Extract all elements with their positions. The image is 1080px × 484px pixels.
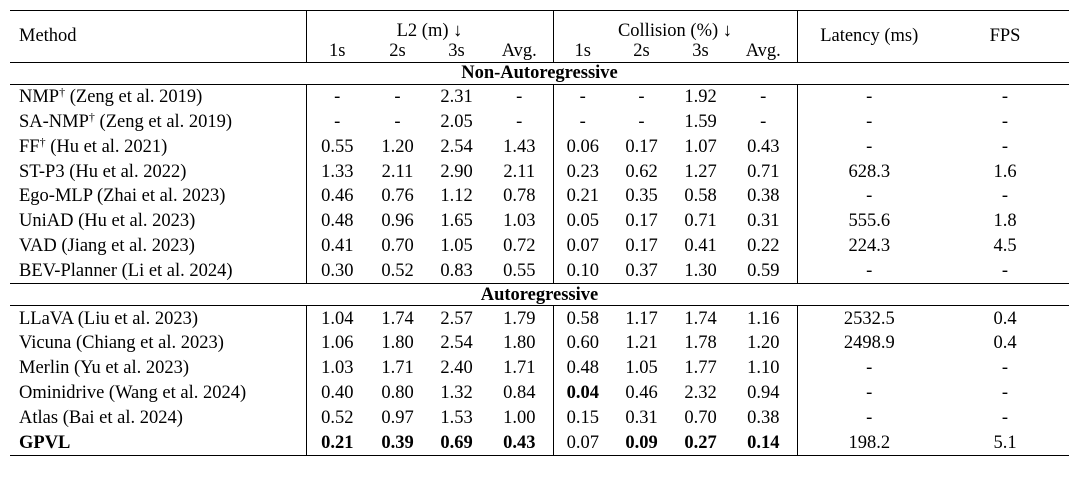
collision-cell: 1.92 [684, 87, 717, 108]
collision-cell: 0.15 [566, 407, 599, 428]
collision-cell: 0.58 [566, 308, 599, 329]
collision-cell: 1.07 [684, 136, 717, 157]
fps-cell: - [1001, 407, 1009, 428]
l2-cell: 1.43 [486, 135, 553, 160]
method-name: FF [19, 136, 40, 157]
table-row [10, 159, 1069, 184]
fps-cell: - [1001, 186, 1009, 207]
dagger-mark: † [88, 109, 95, 124]
l2-cell: - [334, 111, 341, 132]
method-cell [10, 259, 306, 284]
method-cell [10, 381, 306, 406]
l2-cell: 1.79 [486, 306, 553, 331]
l2-cell: 1.53 [440, 407, 473, 428]
collision-cell: 0.59 [730, 259, 797, 284]
fps-cell: 5.1 [993, 432, 1017, 453]
section-title: Non-Autoregressive [461, 63, 618, 84]
collision-cell: 1.17 [625, 308, 658, 329]
l2-cell: 0.84 [486, 381, 553, 406]
collision-cell: 0.70 [684, 407, 717, 428]
collision-cell: - [638, 111, 645, 132]
l2-cell: 0.83 [440, 260, 473, 281]
l2-cell: 0.78 [486, 184, 553, 209]
l2-cell: 1.06 [321, 333, 354, 354]
collision-cell: 0.21 [566, 186, 599, 207]
table-row [10, 135, 1069, 160]
l2-cell: - [394, 111, 401, 132]
latency-cell: 198.2 [848, 432, 891, 453]
method-cell [10, 135, 306, 160]
l2-cell: 2.40 [440, 358, 473, 379]
collision-cell: 1.77 [684, 358, 717, 379]
latency-cell: 628.3 [848, 161, 891, 182]
fps-cell: - [1001, 382, 1009, 403]
l2-cell: 2.31 [440, 87, 473, 108]
collision-cell: - [638, 87, 645, 108]
latency-cell: - [866, 186, 873, 207]
collision-cell: 0.27 [684, 432, 717, 453]
method-name: Vicuna [19, 333, 72, 354]
collision-group-header: Collision (%) ↓ [553, 11, 797, 41]
collision-cell: 0.17 [625, 136, 658, 157]
collision-cell: 0.41 [684, 235, 717, 256]
method-cell [10, 85, 306, 110]
table-row [10, 430, 1069, 455]
l2-cell: 1.03 [321, 358, 354, 379]
method-name: VAD [19, 235, 57, 256]
table-header [10, 11, 1069, 63]
l2-cell: - [486, 85, 553, 110]
l2-cell: 1.00 [486, 406, 553, 431]
sub-col-header: Avg. [486, 40, 553, 63]
table-row [10, 259, 1069, 284]
method-name: SA-NMP [19, 111, 89, 132]
table-row [10, 306, 1069, 331]
collision-cell: 0.60 [566, 333, 599, 354]
l2-cell: 0.48 [321, 211, 354, 232]
collision-cell: 0.46 [625, 382, 658, 403]
collision-cell: 0.07 [566, 235, 599, 256]
latency-cell: 555.6 [848, 211, 891, 232]
sub-col-header: 3s [692, 40, 709, 61]
l2-cell: 2.54 [440, 333, 473, 354]
sub-col-header: 3s [448, 40, 465, 61]
citation: (Zhai et al. 2023) [92, 186, 226, 207]
l2-cell: 1.33 [321, 161, 354, 182]
collision-cell: 0.05 [566, 211, 599, 232]
collision-cell: 0.71 [684, 211, 717, 232]
latency-cell: 2498.9 [843, 333, 895, 354]
method-name: ST-P3 [19, 161, 65, 182]
latency-cell: - [866, 382, 873, 403]
collision-cell: - [730, 110, 797, 135]
collision-cell: 1.78 [684, 333, 717, 354]
sub-col-header: 1s [329, 40, 346, 61]
l2-cell: 1.74 [381, 308, 414, 329]
table-row [10, 184, 1069, 209]
l2-cell: 1.03 [486, 209, 553, 234]
fps-cell: 0.4 [993, 308, 1017, 329]
collision-cell: 0.14 [730, 430, 797, 455]
collision-cell: 0.22 [730, 234, 797, 259]
method-cell [10, 356, 306, 381]
l2-cell: 1.32 [440, 382, 473, 403]
l2-cell: 0.39 [381, 432, 414, 453]
collision-cell: 0.31 [730, 209, 797, 234]
collision-cell: 0.38 [730, 184, 797, 209]
results-table [10, 10, 1069, 456]
citation: (Wang et al. 2024) [104, 382, 247, 403]
l2-cell: 0.72 [486, 234, 553, 259]
fps-cell: 1.6 [993, 161, 1017, 182]
latency-cell: - [866, 358, 873, 379]
method-cell [10, 209, 306, 234]
dagger-mark: † [59, 85, 66, 100]
l2-cell: 1.80 [486, 331, 553, 356]
fps-cell: - [1001, 111, 1009, 132]
fps-cell: - [1001, 87, 1009, 108]
l2-cell: 0.30 [321, 260, 354, 281]
method-cell [10, 110, 306, 135]
l2-cell: 0.55 [321, 136, 354, 157]
method-cell [10, 430, 306, 455]
l2-cell: 0.40 [321, 382, 354, 403]
l2-cell: 0.69 [440, 432, 473, 453]
l2-cell: 2.05 [440, 111, 473, 132]
method-name: Atlas [19, 407, 59, 428]
collision-cell: 0.07 [566, 432, 599, 453]
collision-cell: 1.05 [625, 358, 658, 379]
fps-cell: - [1001, 136, 1009, 157]
l2-cell: 0.76 [381, 186, 414, 207]
l2-cell: 0.46 [321, 186, 354, 207]
table-row [10, 381, 1069, 406]
l2-cell: 1.04 [321, 308, 354, 329]
citation: (Chiang et al. 2023) [71, 333, 224, 354]
collision-cell: - [579, 87, 586, 108]
citation: (Hu et al. 2021) [45, 136, 168, 157]
method-name: UniAD [19, 211, 74, 232]
l2-cell: - [334, 87, 341, 108]
method-name: LLaVA [19, 308, 74, 329]
collision-cell: 0.35 [625, 186, 658, 207]
collision-cell: 0.38 [730, 406, 797, 431]
fps-cell: - [1001, 358, 1009, 379]
citation: (Jiang et al. 2023) [56, 235, 195, 256]
collision-cell: 1.10 [730, 356, 797, 381]
method-cell [10, 406, 306, 431]
l2-cell: 0.70 [381, 235, 414, 256]
collision-cell: 0.58 [684, 186, 717, 207]
collision-cell: 0.43 [730, 135, 797, 160]
collision-cell: 1.59 [684, 111, 717, 132]
sub-col-header: 1s [574, 40, 591, 61]
latency-cell: - [866, 260, 873, 281]
collision-cell: 0.37 [625, 260, 658, 281]
collision-cell: 0.09 [625, 432, 658, 453]
l2-cell: 1.05 [440, 235, 473, 256]
table-row [10, 110, 1069, 135]
l2-cell: 1.65 [440, 211, 473, 232]
table-row [10, 209, 1069, 234]
table-row [10, 406, 1069, 431]
sub-col-header: Avg. [730, 40, 797, 63]
l2-cell: 2.57 [440, 308, 473, 329]
collision-cell: 0.17 [625, 211, 658, 232]
l2-cell: 2.54 [440, 136, 473, 157]
collision-cell: 2.32 [684, 382, 717, 403]
latency-cell: - [866, 111, 873, 132]
method-cell [10, 306, 306, 331]
collision-cell: 0.62 [625, 161, 658, 182]
citation: (Li et al. 2024) [116, 260, 233, 281]
l2-group-header: L2 (m) ↓ [306, 11, 553, 41]
table-body [10, 63, 1069, 456]
method-header: Method [10, 11, 306, 63]
collision-cell: 1.20 [730, 331, 797, 356]
l2-cell: 1.80 [381, 333, 414, 354]
l2-cell: 0.21 [321, 432, 354, 453]
latency-cell: 2532.5 [843, 308, 895, 329]
table-row [10, 85, 1069, 110]
collision-cell: 1.21 [625, 333, 658, 354]
collision-cell: 1.74 [684, 308, 717, 329]
latency-cell: - [866, 136, 873, 157]
fps-cell: 1.8 [993, 211, 1017, 232]
l2-cell: 0.41 [321, 235, 354, 256]
method-name: Ego-MLP [19, 186, 93, 207]
method-cell [10, 184, 306, 209]
collision-cell: - [730, 85, 797, 110]
collision-cell: 0.17 [625, 235, 658, 256]
table-row [10, 356, 1069, 381]
l2-cell: 0.43 [486, 430, 553, 455]
citation: (Yu et al. 2023) [69, 358, 190, 379]
method-name: Ominidrive [19, 382, 105, 403]
collision-cell: 0.94 [730, 381, 797, 406]
l2-cell: 2.90 [440, 161, 473, 182]
fps-cell: - [1001, 260, 1009, 281]
l2-cell: 0.96 [381, 211, 414, 232]
method-name: NMP [19, 87, 60, 108]
citation: (Liu et al. 2023) [73, 308, 198, 329]
collision-cell: 0.06 [566, 136, 599, 157]
latency-header: Latency (ms) [820, 26, 919, 47]
method-name: GPVL [19, 432, 71, 453]
citation: (Zeng et al. 2019) [94, 111, 233, 132]
fps-cell: 0.4 [993, 333, 1017, 354]
l2-cell: 0.52 [381, 260, 414, 281]
method-name: BEV-Planner [19, 260, 117, 281]
latency-cell: 224.3 [848, 235, 891, 256]
collision-cell: 1.16 [730, 306, 797, 331]
l2-cell: 2.11 [486, 159, 553, 184]
l2-cell: - [394, 87, 401, 108]
table-row [10, 234, 1069, 259]
l2-cell: 1.71 [486, 356, 553, 381]
collision-cell: 0.04 [566, 382, 599, 403]
l2-cell: 1.71 [381, 358, 414, 379]
l2-cell: 0.52 [321, 407, 354, 428]
l2-cell: 1.12 [440, 186, 473, 207]
collision-cell: 0.31 [625, 407, 658, 428]
citation: (Zeng et al. 2019) [65, 87, 203, 108]
fps-header: FPS [989, 26, 1021, 47]
table-row [10, 331, 1069, 356]
method-cell [10, 234, 306, 259]
collision-cell: - [579, 111, 586, 132]
l2-cell: 1.20 [381, 136, 414, 157]
sub-col-header: 2s [389, 40, 406, 61]
section-title: Autoregressive [480, 284, 599, 305]
collision-cell: 0.48 [566, 358, 599, 379]
l2-cell: 0.55 [486, 259, 553, 284]
dagger-mark: † [39, 134, 46, 149]
l2-cell: 0.80 [381, 382, 414, 403]
collision-cell: 0.10 [566, 260, 599, 281]
citation: (Bai et al. 2024) [58, 407, 183, 428]
l2-cell: 0.97 [381, 407, 414, 428]
collision-cell: 0.71 [730, 159, 797, 184]
collision-cell: 1.30 [684, 260, 717, 281]
latency-cell: - [866, 407, 873, 428]
sub-col-header: 2s [633, 40, 650, 61]
latency-cell: - [866, 87, 873, 108]
l2-cell: 2.11 [381, 161, 414, 182]
method-cell [10, 159, 306, 184]
collision-cell: 1.27 [684, 161, 717, 182]
fps-cell: 4.5 [993, 235, 1017, 256]
collision-cell: 0.23 [566, 161, 599, 182]
l2-cell: - [486, 110, 553, 135]
method-cell [10, 331, 306, 356]
citation: (Hu et al. 2023) [73, 211, 196, 232]
citation: (Hu et al. 2022) [64, 161, 187, 182]
method-name: Merlin [19, 358, 70, 379]
